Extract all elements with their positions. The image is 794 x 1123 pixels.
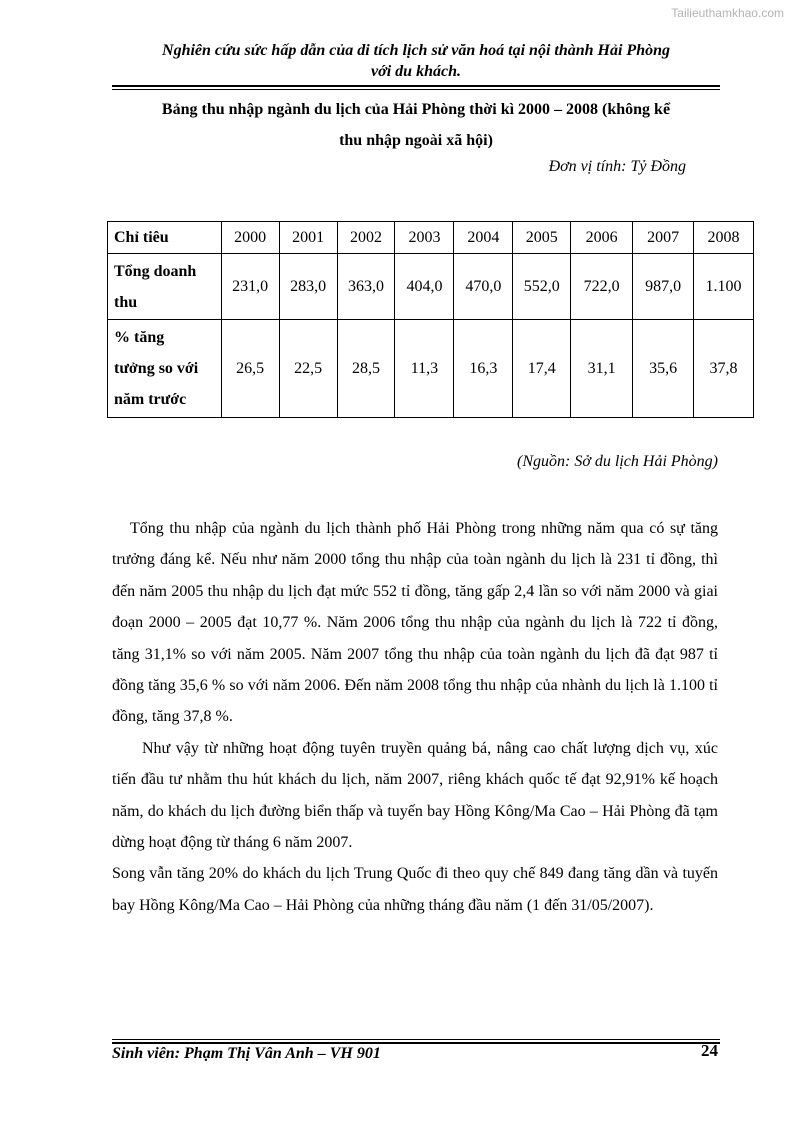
running-header [112, 40, 720, 82]
year-cell: 2005 [513, 222, 571, 254]
revenue-label-line-1: Tổng doanh [114, 263, 197, 280]
growth-cell: 31,1 [571, 320, 633, 418]
year-cell: 2004 [454, 222, 513, 254]
growth-cell: 28,5 [337, 320, 395, 418]
revenue-cell: 283,0 [279, 254, 337, 320]
revenue-cell: 363,0 [337, 254, 395, 320]
year-cell: 2007 [633, 222, 694, 254]
revenue-cell: 552,0 [513, 254, 571, 320]
revenue-cell: 231,0 [221, 254, 279, 320]
revenue-label-cell [108, 254, 222, 320]
growth-label-line-2: tưởng so với [114, 360, 199, 377]
table-title-line-1: Bảng thu nhập ngành du lịch của Hải Phòng thời kì 2000 – 2008 (không kể [161, 101, 671, 118]
revenue-cell: 722,0 [571, 254, 633, 320]
revenue-cell: 1.100 [694, 254, 754, 320]
table-source: (Nguồn: Sở du lịch Hải Phòng) [517, 453, 718, 470]
paragraph-3: Song vẫn tăng 20% do khách du lịch Trung Quốc đi theo quy chế 849 đang tăng dần và tuyến bay Hồng Kông/Ma Cao – Hải Phòng của những tháng đầu năm (1 đến 31/05/2007). [112, 865, 718, 914]
growth-label-line-3: năm trước [114, 391, 187, 408]
body-text [112, 513, 718, 921]
year-cell: 2003 [395, 222, 454, 254]
page-number: 24 [701, 1041, 718, 1060]
year-cell: 2001 [279, 222, 337, 254]
growth-cell: 35,6 [633, 320, 694, 418]
table-title [112, 94, 720, 156]
header-rule-thin [112, 89, 720, 90]
table-title-line-2: thu nhập ngoài xã hội) [339, 132, 493, 149]
header-rule-thick [112, 85, 720, 87]
paragraph-1: Tổng thu nhập của ngành du lịch thành phố Hải Phòng trong những năm qua có sự tăng trưởng đáng kể. Nếu như năm 2000 tổng thu nhập của toàn ngành du lịch là 231 tỉ đồng, thì đến năm 2005 thu nhập du lịch đạt mức 552 tỉ đồng, tăng gấp 2,4 lần so với năm 2000 và giai đoạn 2000 – 2005 đạt 10,77 %. Năm 2006 tổng thu nhập của ngành du lịch là 722 tỉ đồng, tăng 31,1% so với năm 2005. Năm 2007 tổng thu nhập của toàn ngành du lịch đã đạt 987 tỉ đồng tăng 35,6 % so với năm 2006. Đến năm 2008 tổng thu nhập của nhành du lịch là 1.100 tỉ đồng, tăng 37,8 %. [112, 520, 718, 726]
header-label-cell: Chỉ tiêu [108, 222, 222, 254]
year-cell: 2006 [571, 222, 633, 254]
growth-cell: 17,4 [513, 320, 571, 418]
revenue-cell: 470,0 [454, 254, 513, 320]
footer-student: Sinh viên: Phạm Thị Vân Anh – VH 901 [112, 1045, 381, 1062]
year-cell: 2002 [337, 222, 395, 254]
revenue-cell: 987,0 [633, 254, 694, 320]
growth-cell: 22,5 [279, 320, 337, 418]
growth-cell: 11,3 [395, 320, 454, 418]
growth-label-cell [108, 320, 222, 418]
table-row-revenue [108, 254, 754, 320]
header-line-2: với du khách. [371, 63, 461, 80]
unit-label: Đơn vị tính: Tỷ Đồng [548, 158, 686, 175]
revenue-cell: 404,0 [395, 254, 454, 320]
footer-rule-thick [112, 1042, 720, 1044]
growth-label-line-1: % tăng [114, 329, 165, 346]
year-cell: 2000 [221, 222, 279, 254]
growth-cell: 16,3 [454, 320, 513, 418]
year-cell: 2008 [694, 222, 754, 254]
paragraph-2: Như vậy từ những hoạt động tuyên truyền quảng bá, nâng cao chất lượng dịch vụ, xúc tiến đầu tư nhằm thu hút khách du lịch, năm 2007, riêng khách quốc tế đạt 92,91% kế hoạch năm, do khách du lịch đường biển thấp và tuyến bay Hồng Kông/Ma Cao – Hải Phòng đã tạm dừng hoạt động từ tháng 6 năm 2007. [112, 739, 718, 852]
footer-rule-thin [112, 1039, 720, 1040]
growth-cell: 26,5 [221, 320, 279, 418]
table-header-row [108, 222, 754, 254]
watermark: Tailieuthamkhao.com [671, 6, 784, 20]
header-line-1: Nghiên cứu sức hấp dẫn của di tích lịch sử văn hoá tại nội thành Hải Phòng [162, 42, 670, 59]
revenue-label-line-2: thu [114, 294, 138, 311]
growth-cell: 37,8 [694, 320, 754, 418]
table-row-growth [108, 320, 754, 418]
tourism-income-table [107, 221, 754, 418]
